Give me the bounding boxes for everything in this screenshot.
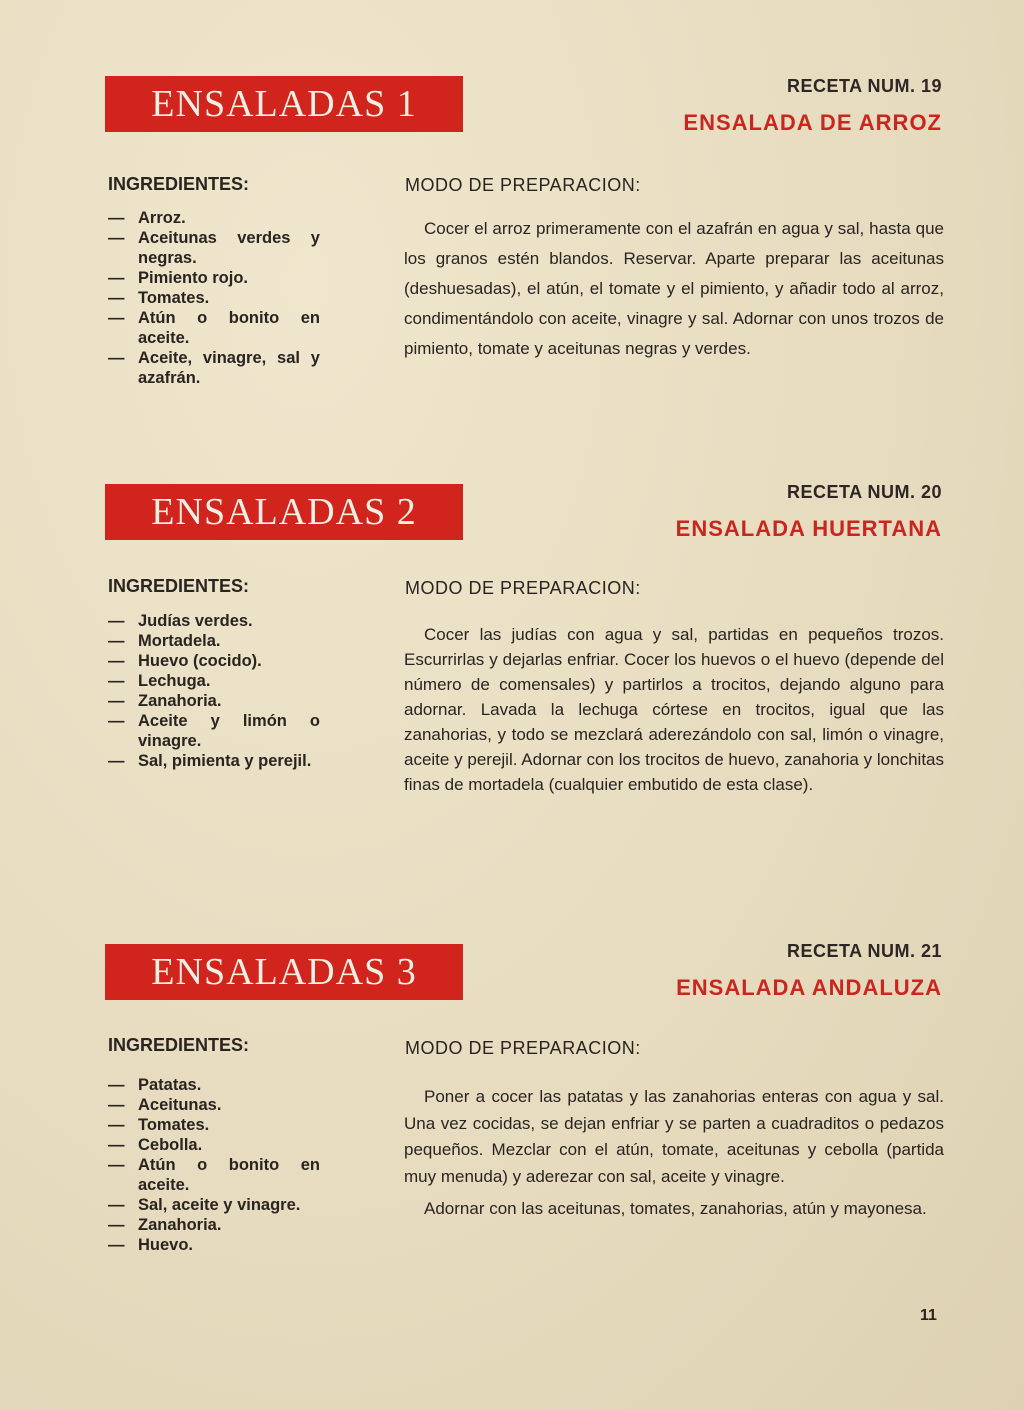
list-item: — Judías verdes.	[108, 612, 253, 630]
preparation-text	[404, 1084, 944, 1223]
ingredients-list	[108, 611, 320, 771]
list-item: — Huevo.	[108, 1236, 194, 1254]
list-item: — Atún o bonito en aceite.	[108, 309, 320, 347]
preparation-text	[404, 622, 944, 797]
recipe-number: RECETA NUM. 20	[786, 482, 942, 502]
recipe-title: ENSALADA ANDALUZA	[676, 975, 942, 1000]
list-item: — Zanahoria.	[108, 692, 222, 710]
list-item: — Atún o bonito en aceite.	[108, 1156, 320, 1194]
list-item: — Aceite, vinagre, sal y azafrán.	[108, 349, 320, 387]
ingredients-heading: INGREDIENTES:	[108, 576, 250, 596]
list-item: — Lechuga.	[108, 672, 211, 690]
list-item: — Arroz.	[108, 209, 186, 227]
list-item: — Cebolla.	[108, 1136, 203, 1154]
preparation-paragraph: Cocer el arroz primeramente con el azafrán en agua y sal, hasta que los granos estén blandos. Reservar. Aparte preparar las aceitunas (deshuesadas), el atún, el tomate y el pimiento, y añadir todo al arroz, condimentándolo con aceite, vinagre y sal. Adornar con unos trozos de pimiento, tomate y aceitunas negras y verdes.	[404, 219, 944, 358]
section-banner: ENSALADAS 1	[105, 76, 463, 132]
ingredients-heading: INGREDIENTES:	[108, 1035, 250, 1055]
preparation-heading: MODO DE PREPARACION:	[405, 1038, 641, 1058]
ingredients-list	[108, 208, 320, 388]
preparation-paragraph: Poner a cocer las patatas y las zanahorias enteras con agua y sal. Una vez cocidas, se dejan enfriar y se parten a cuadraditos o pedazos pequeños. Mezclar con el atún, tomate, aceitunas y cebolla (partida muy menuda) y aderezar con sal, aceite y vinagre.	[404, 1087, 944, 1186]
preparation-paragraph: Adornar con las aceitunas, tomates, zanahorias, atún y mayonesa.	[424, 1199, 927, 1218]
recipe-title: ENSALADA DE ARROZ	[683, 110, 942, 135]
list-item: — Patatas.	[108, 1076, 202, 1094]
preparation-heading: MODO DE PREPARACION:	[405, 175, 641, 195]
list-item: — Sal, pimienta y perejil.	[108, 752, 312, 770]
recipe-number: RECETA NUM. 21	[786, 941, 942, 961]
list-item: — Tomates.	[108, 289, 210, 307]
list-item: — Zanahoria.	[108, 1216, 222, 1234]
list-item: — Huevo (cocido).	[108, 652, 262, 670]
ingredients-list	[108, 1075, 320, 1255]
list-item: — Aceitunas.	[108, 1096, 222, 1114]
preparation-paragraph: Cocer las judías con agua y sal, partidas en pequeños trozos. Escurrirlas y dejarlas enfriar. Cocer los huevos o el huevo (depende del número de comensales) y partirlos a trocitos, dejando alguno para adornar. Lavada la lechuga córtese en trocitos, igual que las zanahorias, y todo se mezclará aderezándolo con sal, limón o vinagre, aceite y perejil. Adornar con los trocitos de huevo, zanahoria y lonchitas finas de mortadela (cualquier embutido de esta clase).	[404, 625, 944, 794]
list-item: — Tomates.	[108, 1116, 210, 1134]
ingredients-heading: INGREDIENTES:	[108, 174, 250, 194]
list-item: — Pimiento rojo.	[108, 269, 249, 287]
list-item: — Mortadela.	[108, 632, 221, 650]
recipe-title: ENSALADA HUERTANA	[675, 516, 942, 541]
list-item: — Sal, aceite y vinagre.	[108, 1196, 301, 1214]
list-item: — Aceitunas verdes y negras.	[108, 229, 320, 267]
recipe-number: RECETA NUM. 19	[786, 76, 942, 96]
list-item: — Aceite y limón o vinagre.	[108, 712, 320, 750]
preparation-heading: MODO DE PREPARACION:	[405, 578, 641, 598]
preparation-text	[404, 214, 944, 364]
section-banner: ENSALADAS 3	[105, 944, 463, 1000]
section-banner: ENSALADAS 2	[105, 484, 463, 540]
page-number: 11	[920, 1307, 937, 1324]
